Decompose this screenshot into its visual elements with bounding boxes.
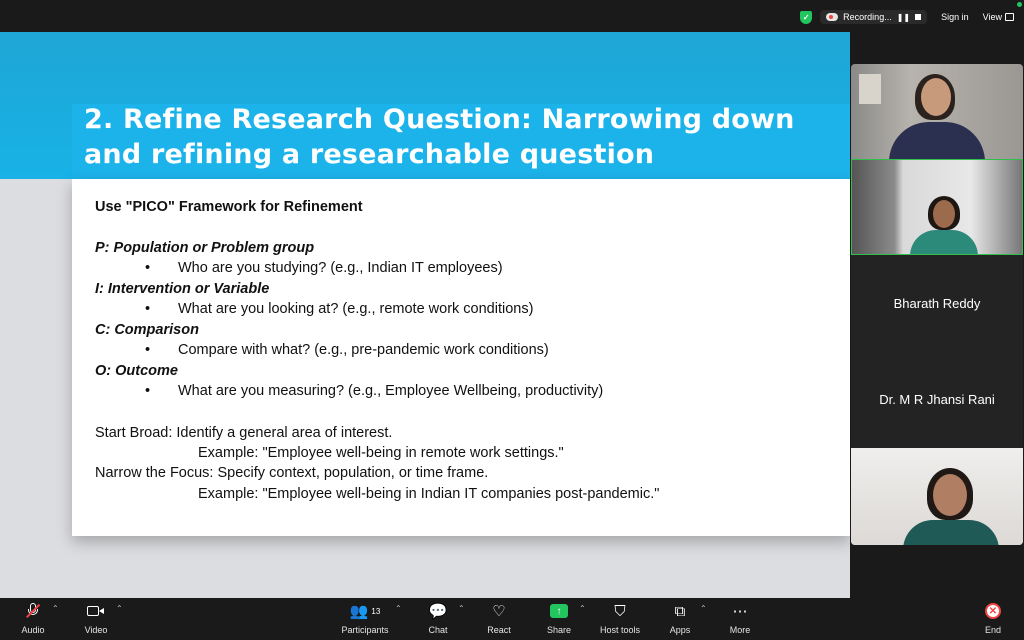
- top-right-controls: [800, 8, 1014, 26]
- participants-count: 13: [371, 606, 381, 616]
- share-options-chevron-up-icon[interactable]: ⌃: [579, 604, 586, 613]
- security-shield-icon[interactable]: ✓: [800, 11, 812, 24]
- bullet-text: What are you looking at? (e.g., remote work conditions): [178, 301, 534, 317]
- chat-label: Chat: [428, 625, 448, 635]
- participant-name-tile[interactable]: [851, 255, 1023, 351]
- bullet-text: Compare with what? (e.g., pre-pandemic work conditions): [178, 342, 549, 358]
- chat-options-chevron-up-icon[interactable]: ⌃: [458, 604, 465, 613]
- more-button[interactable]: [710, 601, 770, 637]
- active-speaker-video-tile[interactable]: [851, 159, 1023, 255]
- grid-icon: [1005, 13, 1014, 21]
- stop-icon[interactable]: [915, 13, 921, 22]
- apps-icon: ⧉: [674, 602, 686, 620]
- slide-body: [72, 179, 850, 536]
- view-label: View: [982, 12, 1002, 22]
- start-broad-text: Start Broad: Identify a general area of interest.: [95, 425, 393, 441]
- pico-label-o: O: Outcome: [95, 363, 178, 379]
- view-button[interactable]: [983, 12, 1014, 22]
- chat-icon: 💬: [428, 603, 448, 620]
- bullet-text: Who are you studying? (e.g., Indian IT employees): [178, 260, 503, 276]
- start-broad-example: Example: "Employee well-being in remote work settings.": [198, 445, 564, 461]
- heart-icon: ♡: [492, 603, 506, 620]
- slide-heading: Use "PICO" Framework for Refinement: [95, 199, 363, 215]
- participant-name-tile[interactable]: [851, 351, 1023, 448]
- video-label: Video: [84, 625, 108, 635]
- end-label: End: [984, 625, 1001, 635]
- bullet-icon: •: [145, 260, 151, 276]
- bullet-icon: •: [145, 342, 151, 358]
- host-tools-button[interactable]: [590, 601, 650, 637]
- pico-label-p: P: Population or Problem group: [95, 240, 315, 256]
- participants-button[interactable]: [335, 601, 395, 637]
- top-bar: [0, 0, 1024, 32]
- video-options-chevron-up-icon[interactable]: ⌃: [116, 604, 123, 613]
- participant-video-tile[interactable]: [851, 64, 1023, 159]
- pico-label-i: I: Intervention or Variable: [95, 281, 270, 297]
- react-button[interactable]: [469, 601, 529, 637]
- slide-title: 2. Refine Research Question: Narrowing down and refining a researchable question: [84, 104, 795, 170]
- participants-label: Participants: [341, 625, 389, 635]
- participant-video-tile[interactable]: [851, 448, 1023, 545]
- shared-screen: [0, 32, 850, 598]
- bullet-text: What are you measuring? (e.g., Employee Wellbeing, productivity): [178, 383, 604, 399]
- recording-indicator[interactable]: [820, 10, 927, 24]
- cloud-recording-icon: [826, 13, 838, 21]
- participants-gallery: [850, 62, 1024, 546]
- recording-label: Recording...: [843, 12, 892, 22]
- participant-name: Dr. M R Jhansi Rani: [879, 392, 995, 407]
- host-tools-label: Host tools: [599, 625, 641, 635]
- audio-label: Audio: [21, 625, 45, 635]
- narrow-focus-text: Narrow the Focus: Specify context, population, or time frame.: [95, 465, 489, 481]
- end-meeting-button[interactable]: [963, 601, 1023, 637]
- narrow-focus-example: Example: "Employee well-being in Indian IT companies post-pandemic.": [198, 486, 660, 502]
- participants-icon: 👥: [349, 603, 369, 620]
- more-dots-icon: ⋯: [732, 603, 748, 620]
- participant-name: Bharath Reddy: [893, 295, 981, 311]
- video-camera-icon: [87, 605, 105, 617]
- participants-options-chevron-up-icon[interactable]: ⌃: [395, 604, 402, 613]
- shield-icon: ⛉: [614, 602, 626, 620]
- share-label: Share: [546, 625, 572, 635]
- pico-label-c: C: Comparison: [95, 322, 199, 338]
- share-screen-icon: ↑: [550, 604, 568, 618]
- apps-label: Apps: [669, 625, 691, 635]
- bullet-icon: •: [145, 383, 151, 399]
- meeting-toolbar: [0, 598, 1024, 640]
- microphone-muted-icon: [26, 603, 40, 619]
- react-label: React: [487, 625, 511, 635]
- audio-options-chevron-up-icon[interactable]: ⌃: [52, 604, 59, 613]
- sign-in-link[interactable]: Sign in: [941, 12, 969, 22]
- close-icon: ✕: [985, 603, 1001, 619]
- pause-icon[interactable]: ❚❚: [896, 12, 911, 22]
- bullet-icon: •: [145, 301, 151, 317]
- apps-options-chevron-up-icon[interactable]: ⌃: [700, 604, 707, 613]
- more-label: More: [729, 625, 751, 635]
- status-dot-icon: [1017, 2, 1022, 7]
